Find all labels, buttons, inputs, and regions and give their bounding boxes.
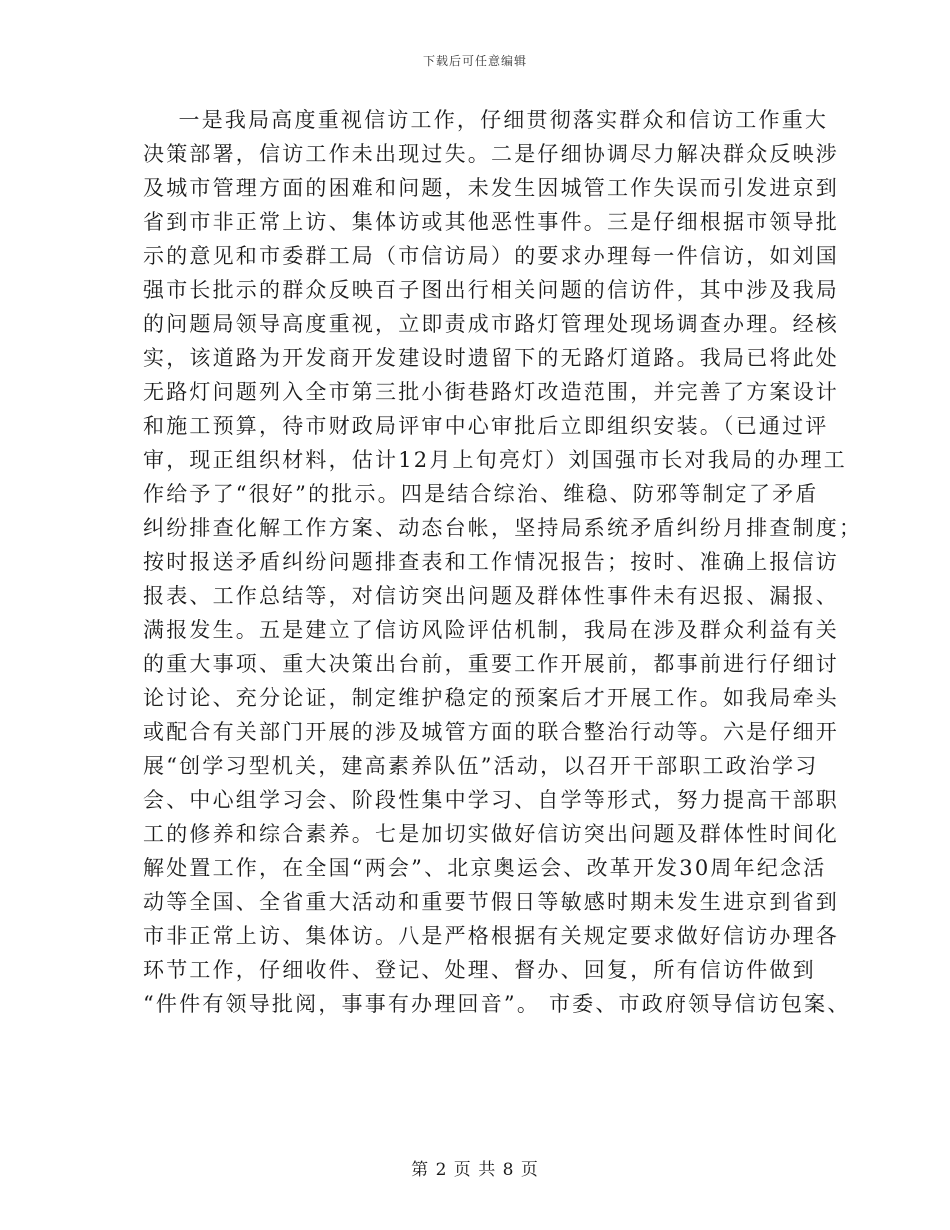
- text-line: 实，该道路为开发商开发建设时遗留下的无路灯道路。我局已将此处: [143, 346, 839, 370]
- text-line: 会、中心组学习会、阶段性集中学习、自学等形式，努力提高干部职: [143, 788, 839, 812]
- text-line: 决策部署，信访工作未出现过失。二是仔细协调尽力解决群众反映涉: [143, 142, 839, 166]
- text-line: 按时报送矛盾纠纷问题排查表和工作情况报告；按时、准确上报信访: [143, 550, 839, 574]
- text-line: 满报发生。五是建立了信访风险评估机制，我局在涉及群众利益有关: [143, 618, 839, 642]
- text-line: 纠纷排查化解工作方案、动态台帐，坚持局系统矛盾纠纷月排查制度；: [143, 516, 863, 540]
- text-line: 一是我局高度重视信访工作，仔细贯彻落实群众和信访工作重大: [143, 108, 829, 132]
- text-line: 市非正常上访、集体访。八是严格根据有关规定要求做好信访办理各: [143, 924, 839, 948]
- text-line: 作给予了“很好”的批示。四是结合综治、维稳、防邪等制定了矛盾: [143, 482, 819, 506]
- text-line: 强市长批示的群众反映百子图出行相关问题的信访件，其中涉及我局: [143, 278, 839, 302]
- text-line: 报表、工作总结等，对信访突出问题及群体性事件未有迟报、漏报、: [143, 584, 839, 608]
- text-line: 无路灯问题列入全市第三批小街巷路灯改造范围，并完善了方案设计: [143, 380, 839, 404]
- text-line: 环节工作，仔细收件、登记、处理、督办、回复，所有信访件做到: [143, 958, 816, 982]
- text-line: 解处置工作，在全国“两会”、北京奥运会、改革开发30周年纪念活: [143, 856, 827, 880]
- text-line: 的重大事项、重大决策出台前，重要工作开展前，都事前进行仔细讨: [143, 652, 839, 676]
- text-line: 及城市管理方面的困难和问题，未发生因城管工作失误而引发进京到: [143, 176, 839, 200]
- text-line: 的问题局领导高度重视，立即责成市路灯管理处现场调查办理。经核: [143, 312, 839, 336]
- page-header: 下载后可任意编辑: [422, 54, 527, 68]
- text-line: 工的修养和综合素养。七是加切实做好信访突出问题及群体性时间化: [143, 822, 839, 846]
- text-line: 审，现正组织材料，估计12月上旬亮灯）刘国强市长对我局的办理工: [143, 448, 847, 472]
- text-line: “件件有领导批阅，事事有办理回音”。 市委、市政府领导信访包案、: [143, 992, 851, 1016]
- text-line: 示的意见和市委群工局（市信访局）的要求办理每一件信访，如刘国: [143, 244, 839, 268]
- text-line: 或配合有关部门开展的涉及城管方面的联合整治行动等。六是仔细开: [143, 720, 839, 744]
- text-line: 省到市非正常上访、集体访或其他恶性事件。三是仔细根据市领导批: [143, 210, 839, 234]
- body-text: [143, 103, 863, 1021]
- text-line: 和施工预算，待市财政局评审中心审批后立即组织安装。（已通过评: [143, 414, 829, 438]
- page-number: 第 2 页 共 8 页: [411, 1160, 539, 1180]
- text-line: 论讨论、充分论证，制定维护稳定的预案后才开展工作。如我局牵头: [143, 686, 839, 710]
- text-line: 展“创学习型机关，建高素养队伍”活动，以召开干部职工政治学习: [143, 754, 819, 778]
- text-line: 动等全国、全省重大活动和重要节假日等敏感时期未发生进京到省到: [143, 890, 839, 914]
